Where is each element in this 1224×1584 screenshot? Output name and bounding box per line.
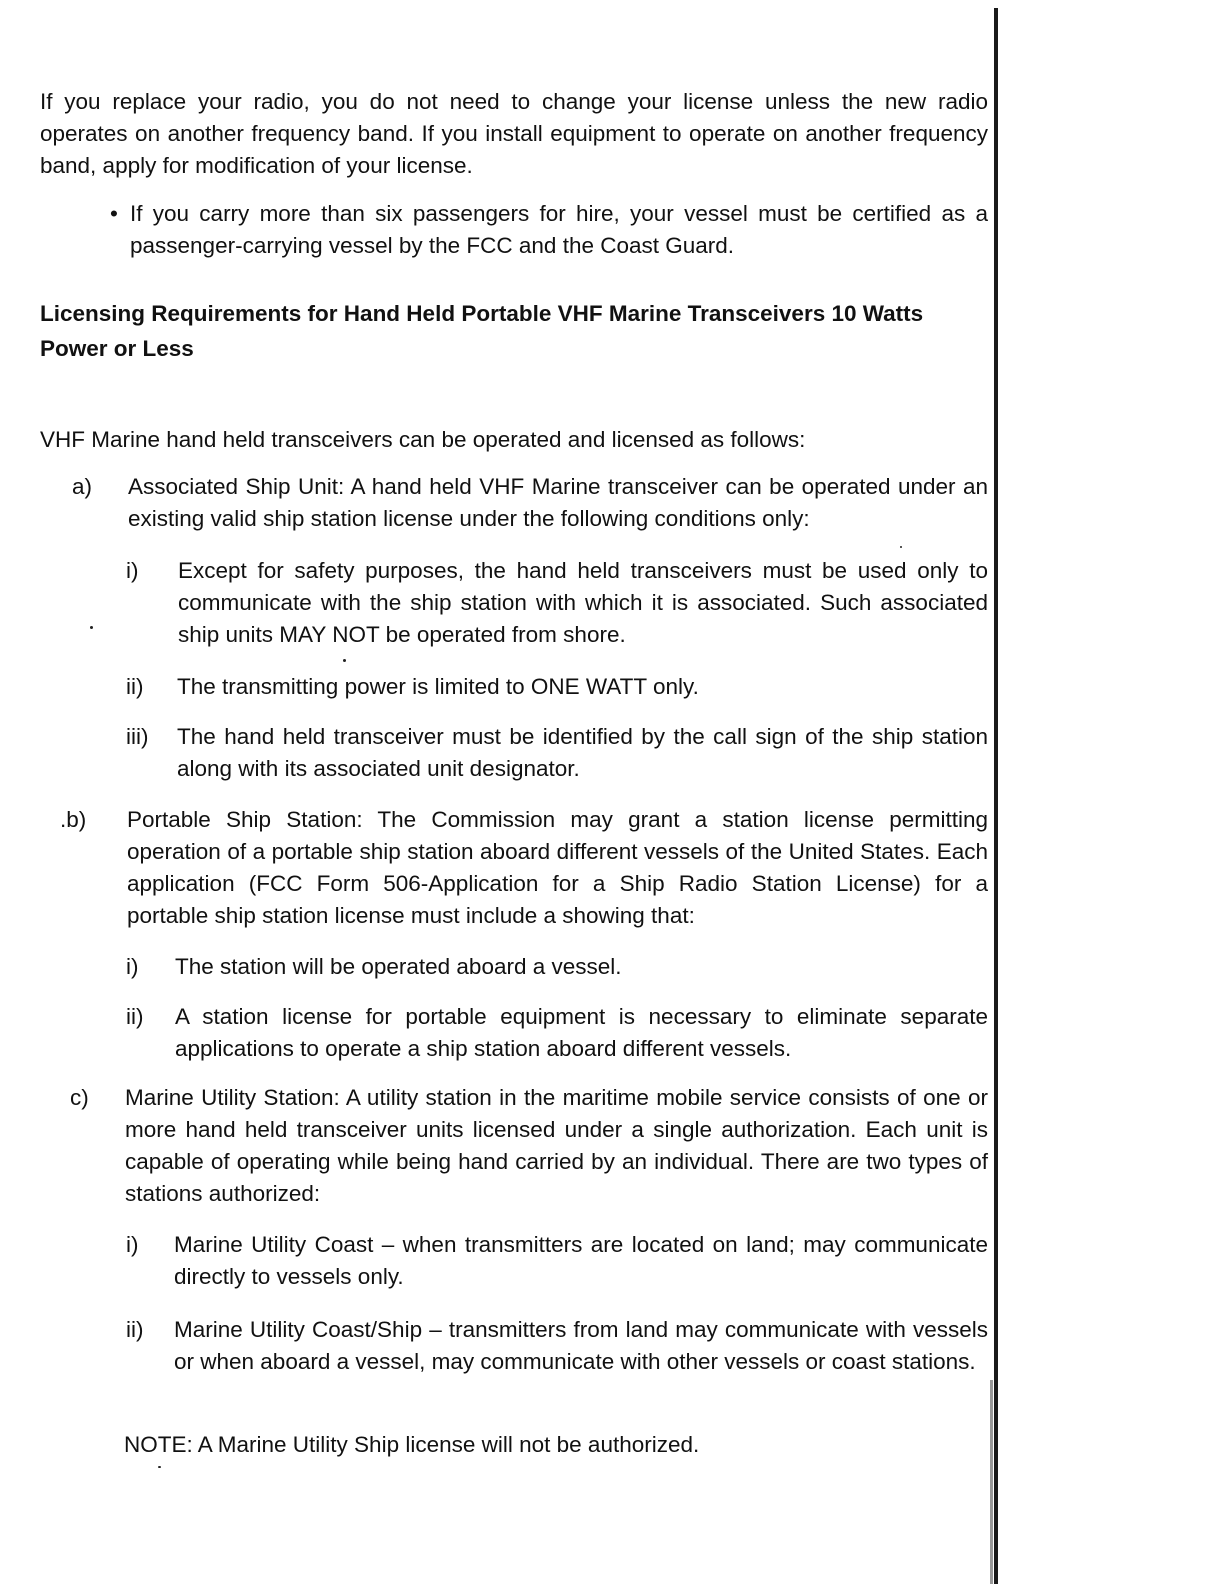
page-edge-shadow	[990, 1380, 993, 1584]
list-text-a-iii: The hand held transceiver must be identified by the call sign of the ship station along with its associated unit designator.	[177, 724, 988, 781]
list-text-a: Associated Ship Unit: A hand held VHF Marine transceiver can be operated under an existing valid ship station license under the following conditions only:	[128, 474, 988, 531]
section-heading: Licensing Requirements for Hand Held Portable VHF Marine Transceivers 10 Watts Power or Less	[40, 301, 924, 361]
list-marker-b: .b)	[60, 807, 87, 832]
list-text-a-i: Except for safety purposes, the hand held transceivers must be used only to communicate with the ship station with which it is associated. Such associated ship units MAY NOT be operated from shore.	[178, 558, 988, 647]
list-marker-c-i: i)	[126, 1232, 139, 1257]
list-marker-c-ii: ii)	[126, 1317, 144, 1342]
bullet-text: If you carry more than six passengers for hire, your vessel must be certified as a passenger-carrying vessel by the FCC and the Coast Guard.	[130, 201, 988, 258]
list-marker-c: c)	[70, 1085, 89, 1110]
list-marker-a-iii: iii)	[126, 724, 149, 749]
scan-speck	[158, 1466, 161, 1468]
scan-speck	[900, 546, 902, 548]
list-marker-b-ii: ii)	[126, 1004, 144, 1029]
list-text-b-ii: A station license for portable equipment is necessary to eliminate separate applications to operate a ship station aboard different vessels.	[175, 1004, 988, 1061]
list-marker-a-i: i)	[126, 558, 139, 583]
list-text-c-ii: Marine Utility Coast/Ship – transmitters from land may communicate with vessels or when aboard a vessel, may communicate with other vessels or coast stations.	[174, 1317, 988, 1374]
list-text-c: Marine Utility Station: A utility station in the maritime mobile service consists of one or more hand held transceiver units licensed under a single authorization. Each unit is capable of operating while being hand carried by an individual. There are two types of stations authorized:	[125, 1085, 988, 1206]
list-marker-a: a)	[72, 474, 93, 499]
lead-paragraph: VHF Marine hand held transceivers can be operated and licensed as follows:	[40, 427, 806, 452]
bullet-mark: •	[110, 201, 118, 226]
scan-speck	[343, 659, 346, 662]
note-paragraph: NOTE: A Marine Utility Ship license will not be authorized.	[124, 1432, 700, 1457]
list-marker-b-i: i)	[126, 954, 139, 979]
list-text-b: Portable Ship Station: The Commission may grant a station license permitting operation of a portable ship station aboard different vessels of the United States. Each application (FCC Form 506-Application for a Ship Radio Station License) for a portable ship station license must include a showing that:	[127, 807, 988, 928]
scan-speck	[90, 626, 93, 629]
list-text-c-i: Marine Utility Coast – when transmitters are located on land; may communicate directly to vessels only.	[174, 1232, 988, 1289]
list-text-b-i: The station will be operated aboard a vessel.	[175, 954, 622, 979]
list-text-a-ii: The transmitting power is limited to ONE WATT only.	[177, 674, 699, 699]
intro-paragraph: If you replace your radio, you do not need to change your license unless the new radio operates on another frequency band. If you install equipment to operate on another frequency band, apply for modification of your license.	[40, 89, 988, 178]
page-binding-edge	[994, 8, 998, 1584]
list-marker-a-ii: ii)	[126, 674, 144, 699]
